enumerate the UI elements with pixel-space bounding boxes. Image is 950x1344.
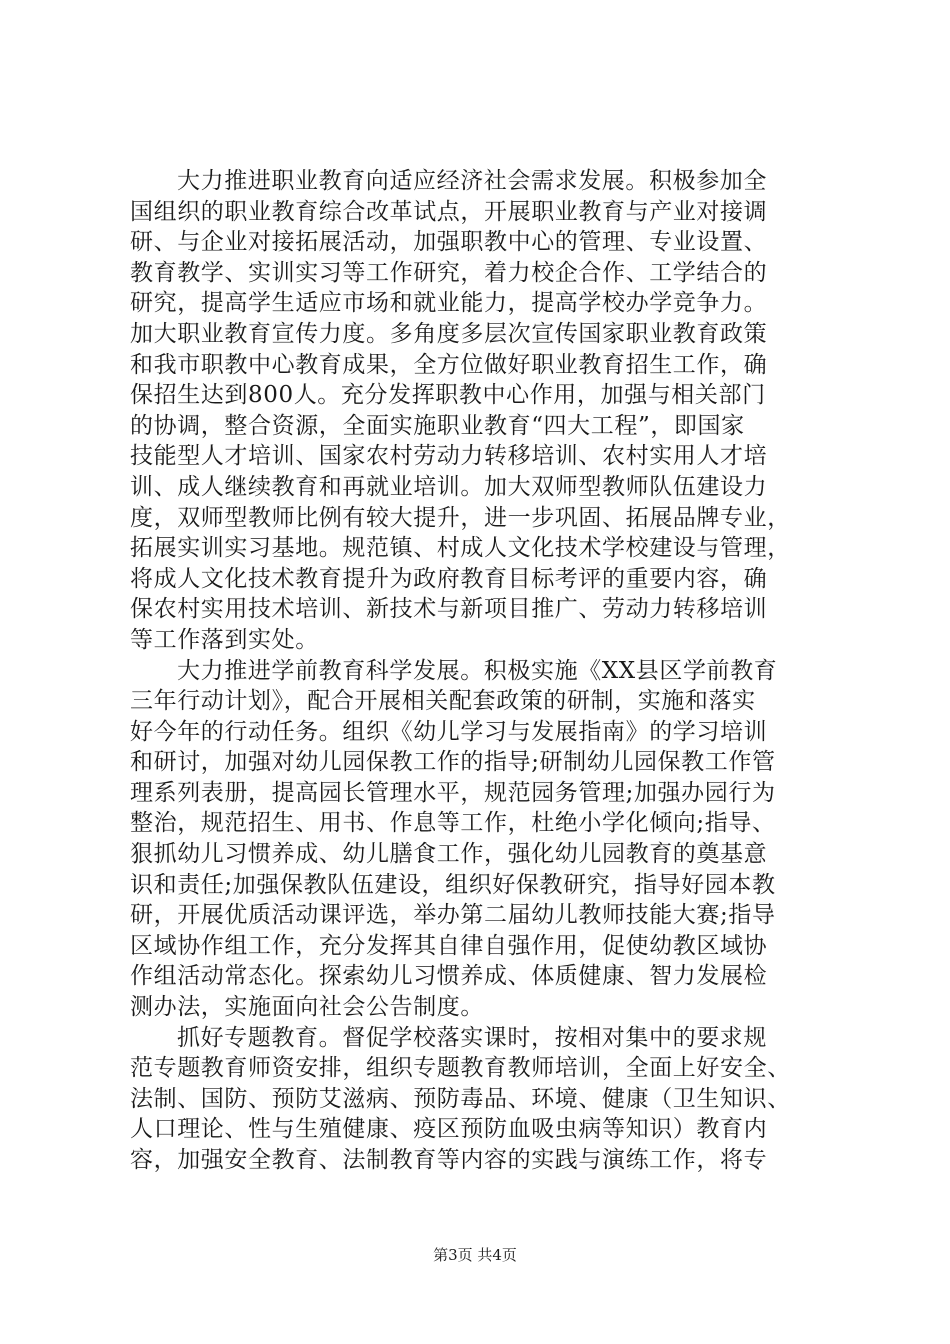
text-line: 容，加强安全教育、法制教育等内容的实践与演练工作，将专 [130, 1147, 768, 1173]
text-line: 研、与企业对接拓展活动，加强职教中心的管理、专业设置、 [130, 229, 768, 256]
text-line: 保招生达到800人。充分发挥职教中心作用，加强与相关部门 [130, 382, 766, 409]
text-line: 整治，规范招生、用书、作息等工作，杜绝小学化倾向;指导、 [130, 810, 776, 837]
text-line: 和研讨，加强对幼儿园保教工作的指导;研制幼儿园保教工作管 [130, 749, 776, 776]
text-line: 好今年的行动任务。组织《幼儿学习与发展指南》的学习培训 [130, 718, 768, 745]
text-line: 加大职业教育宣传力度。多角度多层次宣传国家职业教育政策 [130, 320, 768, 347]
text-line: 理系列表册，提高园长管理水平，规范园务管理;加强办园行为 [130, 779, 776, 806]
text-line: 识和责任;加强保教队伍建设，组织好保教研究，指导好园本教 [130, 871, 776, 898]
text-line: 度，双师型教师比例有较大提升，进一步巩固、拓展品牌专业， [130, 504, 791, 531]
text-line: 测办法，实施面向社会公告制度。 [130, 994, 484, 1021]
paragraph-first-line: 大力推进学前教育科学发展。积极实施《XX县区学前教育 [177, 657, 778, 684]
text-line: 人口理论、性与生殖健康、疫区预防血吸虫病等知识）教育内 [130, 1116, 768, 1143]
text-line: 将成人文化技术教育提升为政府教育目标考评的重要内容，确 [130, 565, 768, 592]
text-line: 狠抓幼儿习惯养成、幼儿膳食工作，强化幼儿园教育的奠基意 [130, 841, 768, 868]
text-line: 保农村实用技术培训、新技术与新项目推广、劳动力转移培训 [130, 596, 768, 623]
paragraph-first-line: 大力推进职业教育向适应经济社会需求发展。积极参加全 [177, 168, 767, 194]
text-line: 范专题教育师资安排，组织专题教育教师培训，全面上好安全、 [130, 1055, 791, 1082]
text-line: 国组织的职业教育综合改革试点，开展职业教育与产业对接调 [130, 198, 768, 225]
page-footer: 第3页 共4页 [433, 1246, 517, 1264]
text-line: 的协调，整合资源，全面实施职业教育“四大工程”，即国家 [130, 412, 745, 439]
text-line: 作组活动常态化。探索幼儿习惯养成、体质健康、智力发展检 [130, 963, 768, 990]
document-body [130, 166, 830, 1176]
text-line: 区域协作组工作，充分发挥其自律自强作用，促使幼教区域协 [130, 932, 768, 959]
text-line: 和我市职教中心教育成果，全方位做好职业教育招生工作，确 [130, 351, 768, 378]
text-line: 技能型人才培训、国家农村劳动力转移培训、农村实用人才培 [130, 443, 768, 470]
text-line: 研究，提高学生适应市场和就业能力，提高学校办学竞争力。 [130, 290, 768, 317]
text-line: 教育教学、实训实习等工作研究，着力校企合作、工学结合的 [130, 259, 768, 286]
text-line: 研，开展优质活动课评选，举办第二届幼儿教师技能大赛;指导 [130, 902, 776, 929]
paragraph-first-line: 抓好专题教育。督促学校落实课时，按相对集中的要求规 [177, 1024, 767, 1051]
text-line: 三年行动计划》，配合开展相关配套政策的研制，实施和落实 [130, 688, 756, 715]
text-line: 拓展实训实习基地。规范镇、村成人文化技术学校建设与管理， [130, 535, 791, 562]
text-line: 等工作落到实处。 [130, 626, 319, 653]
text-line: 法制、国防、预防艾滋病、预防毒品、环境、健康（卫生知识、 [130, 1085, 791, 1112]
text-line: 训、成人继续教育和再就业培训。加大双师型教师队伍建设力 [130, 473, 768, 500]
